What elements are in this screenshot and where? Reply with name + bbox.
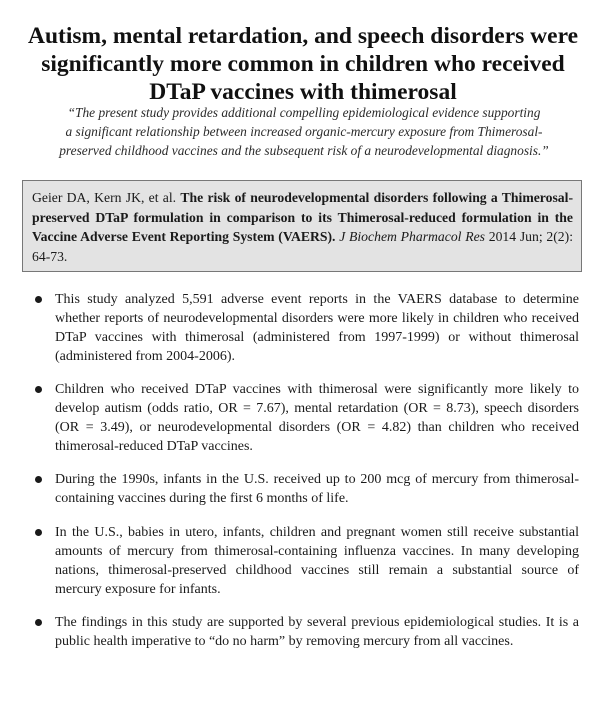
citation-box [22,180,582,272]
citation-title-part: The risk of neurodevelopmental disorders following a Thimerosal- [180,190,574,205]
list-item-line: This study analyzed 5,591 adverse event reports in the VAERS database to determine [55,292,579,307]
list-item-line: The findings in this study are supported by several previous epidemiological studies. It is a [55,615,579,630]
citation-line [32,227,573,247]
citation-journal: J Biochem Pharmacol Res [339,229,485,244]
list-item-line: (OR = 3.49), or neurodevelopmental disorders (OR = 4.82) than children who received [55,420,579,435]
list-item-line: (administered from 2004-2006). [55,349,236,364]
list-item-line: In the U.S., babies in utero, infants, children and pregnant women still receive substantial [55,525,579,540]
study-quote [26,103,582,160]
title-line: significantly more common in children who received [41,50,565,77]
citation-line [32,208,573,228]
citation-authors: Geier DA, Kern JK, et al. [32,190,177,205]
quote-line: “The present study provides additional compelling epidemiological evidence supporting [67,105,541,120]
citation-pages: 64-73. [32,248,68,264]
citation-line [32,247,573,267]
list-item-line: Children who received DTaP vaccines with thimerosal were significantly more likely to [55,382,579,397]
title-line: Autism, mental retardation, and speech disorders were [27,22,579,49]
citation-title-part: Vaccine Adverse Event Reporting System (VAERS). [32,229,336,244]
bullet-icon [35,386,42,393]
list-item-line: whether reports of neurodevelopmental disorders were more likely in children who received [55,311,579,326]
bullet-icon [35,296,42,303]
list-item-line: thimerosal-reduced DTaP vaccines. [55,439,253,454]
list-item-line: develop autism (odds ratio, OR = 7.67), mental retardation (OR = 8.73), speech disorders [55,401,579,416]
citation-line [32,188,573,208]
list-item-line: During the 1990s, infants in the U.S. received up to 200 mcg of mercury from thimerosal- [55,472,579,487]
bullet-icon [35,619,42,626]
list-item-line: DTaP vaccines with thimerosal (administered from 1997-1999) or without thimerosal [55,330,579,345]
list-item-line: amounts of mercury from thimerosal-containing influenza vaccines. In many developing [55,544,579,559]
list-item [55,523,579,599]
bullet-icon [35,529,42,536]
title-line: DTaP vaccines with thimerosal [149,78,457,105]
quote-line: preserved childhood vaccines and the subsequent risk of a neurodevelopmental diagnosis.” [59,143,549,158]
list-item-line: public health imperative to “do no harm” by removing mercury from all vaccines. [55,634,514,649]
list-item [55,613,579,651]
quote-line: a significant relationship between increased organic-mercury exposure from Thimerosal- [65,124,543,139]
citation-year-volume: 2014 Jun; 2(2): [488,229,573,244]
list-item [55,470,579,508]
list-item-line: containing vaccines during the first 6 months of life. [55,491,349,506]
citation-title-part: preserved DTaP formulation in comparison to its Thimerosal-reduced formulation in the [32,209,573,225]
list-item [55,380,579,456]
list-item-line: nations, thimerosal-preserved childhood vaccines still remain a substantial source of [55,563,579,578]
list-item-line: mercury exposure for infants. [55,582,221,597]
page-title [20,22,586,106]
list-item [55,290,579,366]
bullet-icon [35,476,42,483]
